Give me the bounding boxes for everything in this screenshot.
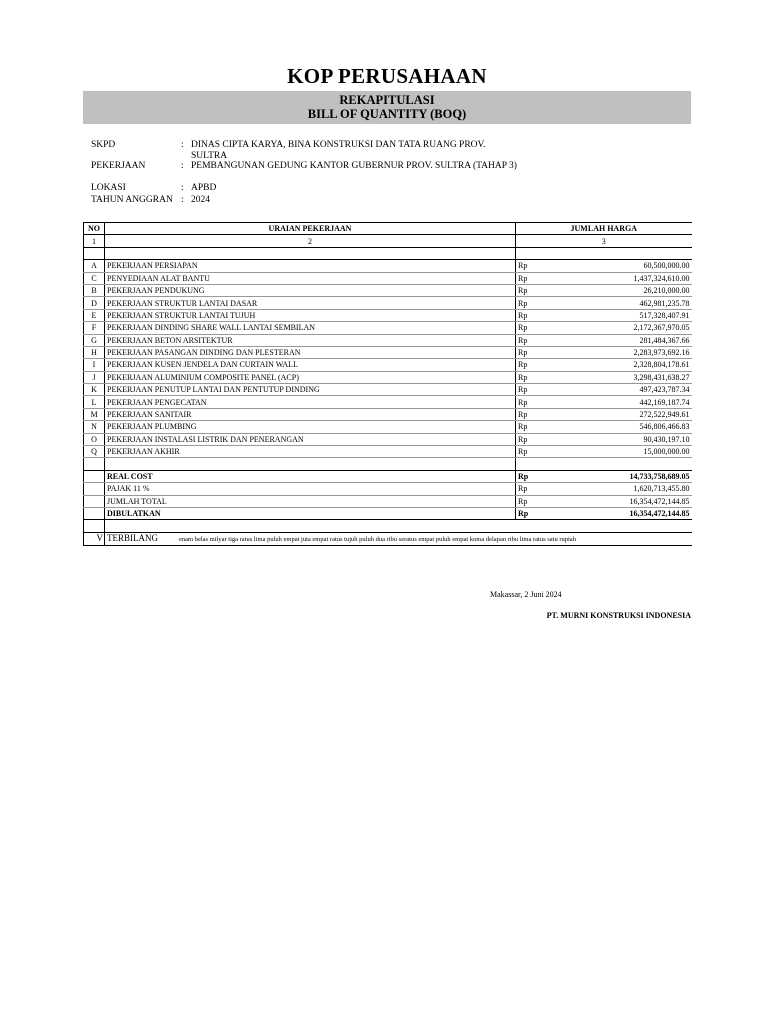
table-row [84, 359, 692, 371]
total-no [84, 483, 105, 495]
row-desc: PEKERJAAN INSTALASI LISTRIK DAN PENERANGAN [105, 433, 516, 445]
table-row [84, 384, 692, 396]
tahun-label: TAHUN ANGGRAN [91, 195, 173, 205]
row-no: L [84, 396, 105, 408]
row-desc: PENYEDIAAN ALAT BANTU [105, 272, 516, 284]
skpd-label: SKPD [91, 140, 116, 150]
pekerjaan-label: PEKERJAAN [91, 161, 146, 171]
table-row [84, 371, 692, 383]
table-row [84, 260, 692, 272]
colon: : [181, 140, 184, 150]
total-label: REAL COST [105, 470, 516, 482]
total-row [84, 470, 692, 482]
table-row [84, 334, 692, 346]
row-no: D [84, 297, 105, 309]
total-currency: Rp [516, 470, 533, 482]
row-amount: 1,437,324,610.00 [533, 272, 692, 284]
row-desc: PEKERJAAN PENUTUP LANTAI DAN PENTUTUP DINDING [105, 384, 516, 396]
row-amount: 2,172,367,970.05 [533, 322, 692, 334]
table-row [84, 396, 692, 408]
table-row [84, 346, 692, 358]
total-currency: Rp [516, 495, 533, 507]
row-amount: 3,298,431,638.27 [533, 371, 692, 383]
row-no: N [84, 421, 105, 433]
spacer-row [84, 247, 692, 259]
row-no: J [84, 371, 105, 383]
title-rekapitulasi: REKAPITULASI [339, 93, 435, 107]
title-boq: BILL OF QUANTITY (BOQ) [307, 107, 467, 121]
row-no: M [84, 408, 105, 420]
row-amount: 517,328,407.91 [533, 309, 692, 321]
table-row [84, 421, 692, 433]
row-amount: 60,500,000.00 [533, 260, 692, 272]
row-desc: PEKERJAAN AKHIR [105, 446, 516, 458]
boq-table [83, 222, 692, 546]
row-no: F [84, 322, 105, 334]
row-currency: Rp [516, 309, 533, 321]
colon: : [181, 195, 184, 205]
row-currency: Rp [516, 359, 533, 371]
row-currency: Rp [516, 396, 533, 408]
row-amount: 2,328,804,178.61 [533, 359, 692, 371]
pekerjaan-value: PEMBANGUNAN GEDUNG KANTOR GUBERNUR PROV. SULTRA (TAHAP 3) [191, 161, 517, 171]
terbilang-text: enam belas milyar tiga ratus lima puluh empat juta empat ratus tujuh puluh dua ribu seratus empat puluh empat koma delapan ribu lima ratus satu rupiah [179, 535, 576, 543]
row-desc: PEKERJAAN BETON ARSITEKTUR [105, 334, 516, 346]
place-date: Makassar, 2 Juni 2024 [490, 590, 562, 599]
company-name: PT. MURNI KONSTRUKSI INDONESIA [546, 611, 691, 620]
row-amount: 281,484,367.66 [533, 334, 692, 346]
header-uraian: URAIAN PEKERJAAN [105, 223, 516, 235]
row-no: C [84, 272, 105, 284]
row-amount: 546,806,466.83 [533, 421, 692, 433]
row-desc: PEKERJAAN KUSEN JENDELA DAN CURTAIN WALL [105, 359, 516, 371]
lokasi-label: LOKASI [91, 183, 126, 193]
table-row [84, 446, 692, 458]
row-amount: 272,522,949.61 [533, 408, 692, 420]
row-amount: 442,169,187.74 [533, 396, 692, 408]
row-currency: Rp [516, 384, 533, 396]
row-currency: Rp [516, 421, 533, 433]
row-no: H [84, 346, 105, 358]
row-currency: Rp [516, 334, 533, 346]
table-row [84, 309, 692, 321]
total-no [84, 507, 105, 519]
row-amount: 90,430,197.10 [533, 433, 692, 445]
total-row [84, 495, 692, 507]
row-no: O [84, 433, 105, 445]
colnum-3: 3 [516, 235, 692, 247]
row-currency: Rp [516, 260, 533, 272]
row-desc: PEKERJAAN PENDUKUNG [105, 284, 516, 296]
colon: : [181, 161, 184, 171]
row-desc: PEKERJAAN SANITAIR [105, 408, 516, 420]
total-amount: 16,354,472,144.85 [533, 495, 692, 507]
row-no: A [84, 260, 105, 272]
company-letterhead: KOP PERUSAHAAN [287, 64, 487, 88]
row-currency: Rp [516, 433, 533, 445]
total-label: JUMLAH TOTAL [105, 495, 516, 507]
row-no: K [84, 384, 105, 396]
row-currency: Rp [516, 446, 533, 458]
boq-table-body [84, 223, 692, 546]
colnum-1: 1 [84, 235, 105, 247]
terbilang-row [84, 532, 692, 545]
row-currency: Rp [516, 272, 533, 284]
total-currency: Rp [516, 483, 533, 495]
terbilang-no: V [84, 532, 105, 545]
colon: : [181, 183, 184, 193]
row-no: G [84, 334, 105, 346]
header-jumlah: JUMLAH HARGA [516, 223, 692, 235]
skpd-value: DINAS CIPTA KARYA, BINA KONSTRUKSI DAN TATA RUANG PROV. SULTRA [191, 140, 486, 161]
total-label: DIBULATKAN [105, 507, 516, 519]
spacer-row [84, 520, 692, 532]
terbilang-cell [105, 532, 692, 545]
row-desc: PEKERJAAN PERSIAPAN [105, 260, 516, 272]
total-no [84, 495, 105, 507]
row-desc: PEKERJAAN STRUKTUR LANTAI TUJUH [105, 309, 516, 321]
colnum-2: 2 [105, 235, 516, 247]
row-desc: PEKERJAAN PENGECATAN [105, 396, 516, 408]
total-amount: 16,354,472,144.85 [533, 507, 692, 519]
row-amount: 2,283,973,692.16 [533, 346, 692, 358]
row-no: E [84, 309, 105, 321]
table-row [84, 272, 692, 284]
spacer-row [84, 458, 692, 470]
row-amount: 497,423,787.34 [533, 384, 692, 396]
row-currency: Rp [516, 346, 533, 358]
row-currency: Rp [516, 371, 533, 383]
row-desc: PEKERJAAN STRUKTUR LANTAI DASAR [105, 297, 516, 309]
row-currency: Rp [516, 408, 533, 420]
row-currency: Rp [516, 297, 533, 309]
table-row [84, 433, 692, 445]
table-row [84, 284, 692, 296]
column-number-row [84, 235, 692, 247]
total-row [84, 507, 692, 519]
row-currency: Rp [516, 322, 533, 334]
row-amount: 15,000,000.00 [533, 446, 692, 458]
row-amount: 462,981,235.78 [533, 297, 692, 309]
lokasi-value: APBD [191, 183, 217, 193]
row-currency: Rp [516, 284, 533, 296]
total-label: PAJAK 11 % [105, 483, 516, 495]
table-row [84, 408, 692, 420]
tahun-value: 2024 [191, 195, 210, 205]
row-no: B [84, 284, 105, 296]
table-row [84, 297, 692, 309]
row-amount: 26,210,000.00 [533, 284, 692, 296]
row-desc: PEKERJAAN PLUMBING [105, 421, 516, 433]
terbilang-label: TERBILANG [107, 532, 158, 543]
total-no [84, 470, 105, 482]
row-no: Q [84, 446, 105, 458]
row-desc: PEKERJAAN DINDING SHARE WALL LANTAI SEMBILAN [105, 322, 516, 334]
row-no: I [84, 359, 105, 371]
row-desc: PEKERJAAN PASANGAN DINDING DAN PLESTERAN [105, 346, 516, 358]
table-header-row [84, 223, 692, 235]
header-no: NO [84, 223, 105, 235]
table-row [84, 322, 692, 334]
total-amount: 14,733,758,689.05 [533, 470, 692, 482]
row-desc: PEKERJAAN ALUMINIUM COMPOSITE PANEL (ACP) [105, 371, 516, 383]
total-amount: 1,620,713,455.80 [533, 483, 692, 495]
title-band [83, 91, 691, 124]
total-currency: Rp [516, 507, 533, 519]
total-row [84, 483, 692, 495]
